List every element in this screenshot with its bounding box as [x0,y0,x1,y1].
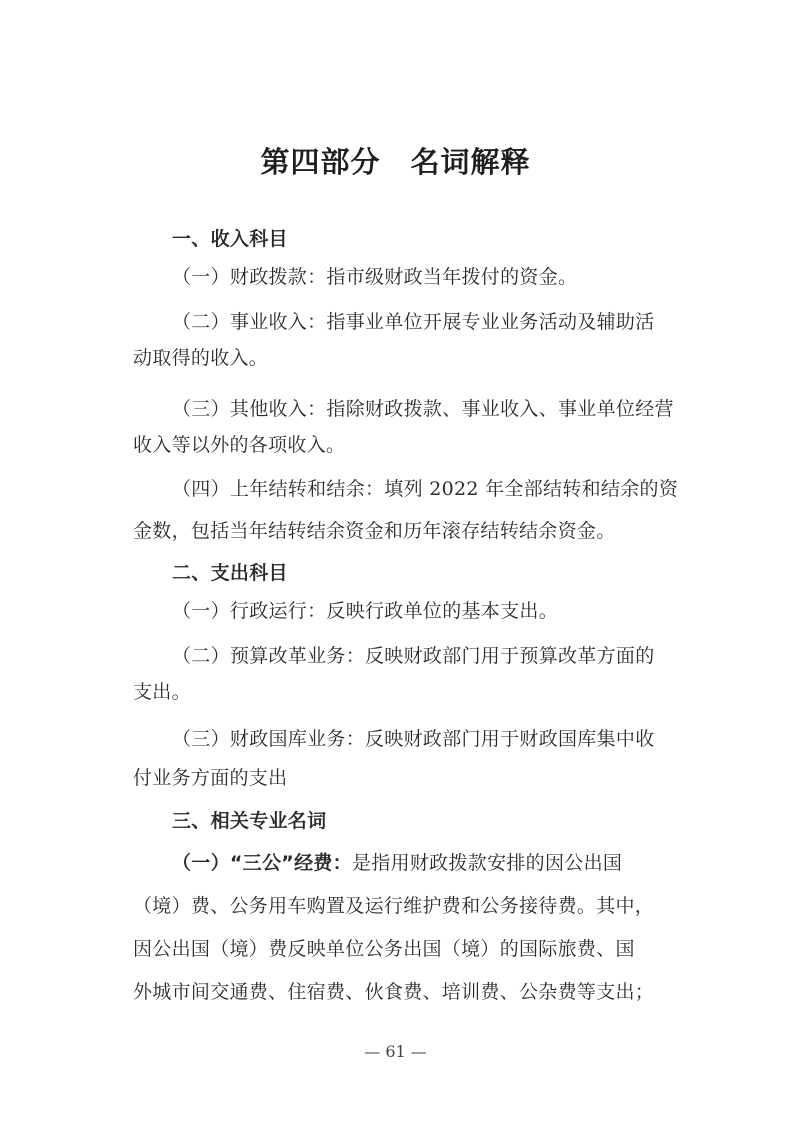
page-title: 第四部分 名词解释 [260,145,531,179]
paragraph-line: 动取得的收入。 [133,347,269,369]
paragraph-line: 因公出国（境）费反映单位公务出国（境）的国际旅费、国 [133,938,635,960]
section-heading-expense: 二、支出科目 [172,562,288,584]
paragraph-line: （二）事业收入：指事业单位开展专业业务活动及辅助活 [172,311,655,333]
paragraph-line: （一）行政运行：反映行政单位的基本支出。 [172,600,559,622]
paragraph-line: （四）上年结转和结余：填列 2022 年全部结转和结余的资 [172,478,679,500]
paragraph-line: 收入等以外的各项收入。 [133,434,346,456]
paragraph-line: （三）财政国库业务：反映财政部门用于财政国库集中收 [172,728,655,750]
paragraph-line: （二）预算改革业务：反映财政部门用于预算改革方面的 [172,645,655,667]
paragraph-line: 付业务方面的支出 [133,767,288,789]
page-number: — 61 — [364,1042,427,1061]
paragraph-line: 外城市间交通费、住宿费、伙食费、培训费、公杂费等支出； [133,981,655,1003]
paragraph-line: （境）费、公务用车购置及运行维护费和公务接待费。其中， [133,895,655,917]
paragraph-line: （三）其他收入：指除财政拨款、事业收入、事业单位经营 [172,398,674,420]
term-label: （一）“三公”经费： [172,852,352,874]
section-heading-terms: 三、相关专业名词 [172,810,327,832]
section-heading-income: 一、收入科目 [172,228,288,250]
paragraph-line: 支出。 [133,681,191,703]
paragraph-line: （一）财政拨款：指市级财政当年拨付的资金。 [172,266,578,288]
term-text: 是指用财政拨款安排的因公出国 [351,852,623,874]
paragraph-line: 金数，包括当年结转结余资金和历年滚存结转结余资金。 [133,520,616,542]
paragraph-line [172,850,672,876]
